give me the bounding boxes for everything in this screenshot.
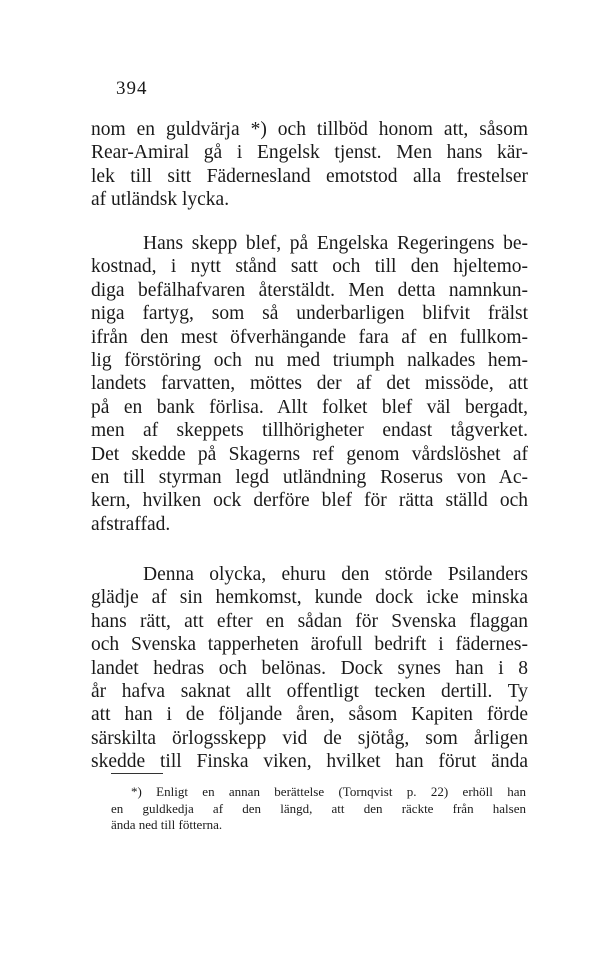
text-line: Rear-Amiral gå i Engelsk tjenst. Men hans kär- (91, 142, 528, 164)
text-line: och Svenska tapperheten ärofull bedrift i fädernes- (91, 634, 528, 656)
footnote-line: ända ned till fötterna. (111, 817, 223, 832)
paragraph-3 (91, 563, 528, 774)
text-line: skedde till Finska viken, hvilket han förut ända (91, 751, 528, 773)
footnote (111, 784, 526, 834)
text-line: glädje af sin hemkomst, kunde dock icke minska (91, 587, 528, 609)
paragraph-2 (91, 232, 528, 536)
paragraph-1 (91, 118, 528, 212)
text-line: landets farvatten, möttes der af det missöde, att (91, 373, 528, 395)
text-line: hans rätt, att efter en sådan för Svenska flaggan (91, 610, 528, 632)
text-line: nom en guldvärja *) och tillböd honom att, såsom (91, 119, 528, 140)
text-line: lig förstöring och nu med triumph nalkades hem- (91, 349, 528, 371)
text-line: niga fartyg, som så underbarligen blifvit frälst (91, 303, 528, 325)
text-line: att han i de följande åren, såsom Kapiten förde (91, 704, 528, 726)
text-line: ifrån den mest öfverhängande fara af en fullkom- (91, 326, 528, 348)
text-line: kostnad, i nytt stånd satt och till den hjeltemo- (91, 256, 528, 278)
text-line: af utländsk lycka. (91, 189, 230, 211)
text-line: afstraffad. (91, 513, 171, 535)
footnote-divider (111, 773, 163, 774)
footnote-line: *) Enligt en annan berättelse (Tornqvist p. 22) erhöll han (131, 784, 526, 799)
text-line: på en bank förlisa. Allt folket blef väl bergadt, (91, 396, 528, 418)
text-line: Denna olycka, ehuru den störde Psilanders (143, 564, 528, 585)
text-line: en till styrman legd utländning Roserus von Ac- (91, 466, 528, 488)
text-line: landet hedras och belönas. Dock synes han i 8 (91, 657, 528, 679)
footnote-line: en guldkedja af den längd, att den räckte från halsen (111, 800, 526, 816)
page-number: 394 (116, 78, 148, 99)
text-line: diga befälhafvaren återstäldt. Men detta namnkun- (91, 279, 528, 301)
text-line: kern, hvilken ock derföre blef för rätta ställd och (91, 490, 528, 512)
text-line: särskilta örlogsskepp vid de sjötåg, som årligen (91, 727, 528, 749)
text-line: lek till sitt Fädernesland emotstod alla frestelser (91, 165, 528, 187)
text-line: Det skedde på Skagerns ref genom vårdslöshet af (91, 443, 528, 465)
text-line: Hans skepp blef, på Engelska Regeringens be- (143, 233, 528, 254)
text-line: men af skeppets tillhörigheter endast tågverket. (91, 420, 528, 442)
text-line: år hafva saknat allt offentligt tecken dertill. Ty (91, 680, 528, 702)
